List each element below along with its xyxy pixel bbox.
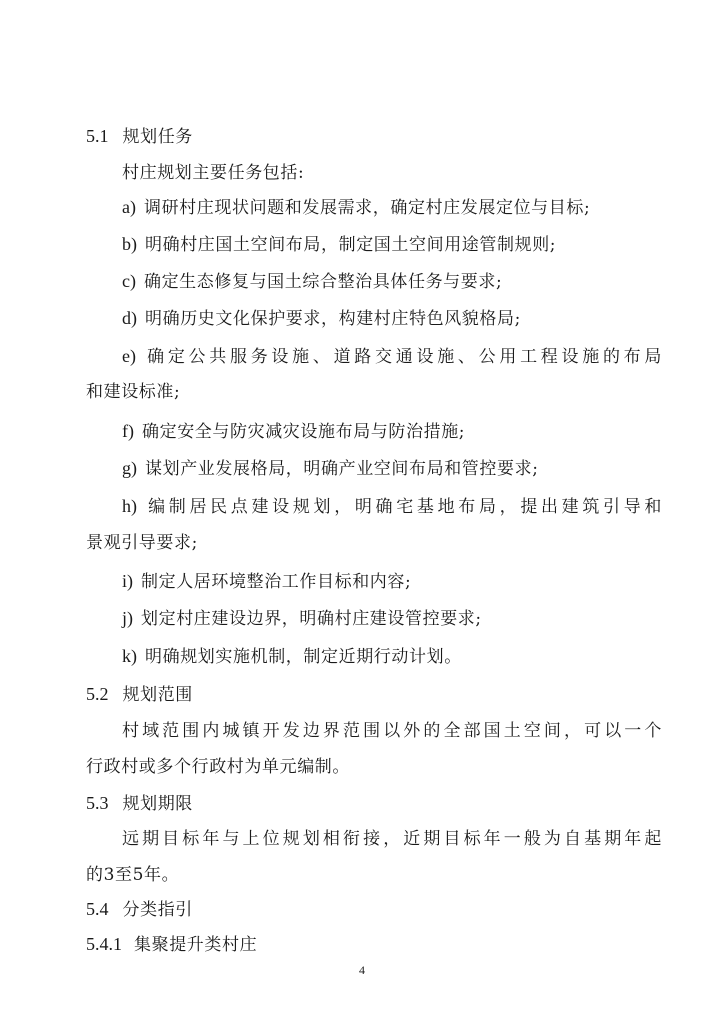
list-item-d [122, 307, 662, 330]
list-item-text: 划定村庄建设边界，明确村庄建设管控要求; [141, 609, 482, 629]
list-item-tag: e) [122, 346, 136, 366]
list-item-tag: j) [122, 608, 133, 628]
list-item-text: 谋划产业发展格局，明确产业空间布局和管控要求; [145, 459, 539, 479]
list-item-tag: a) [122, 197, 136, 217]
list-item-text: 明确历史文化保护要求，构建村庄特色风貌格局; [145, 309, 521, 329]
list-item-e-continuation: 和建设标准; [86, 382, 181, 402]
list-item-b [122, 233, 662, 256]
section-number: 5.1 [86, 126, 109, 146]
list-item-text: 制定人居环境整治工作目标和内容; [141, 572, 412, 592]
list-item-i [122, 570, 662, 593]
section-number: 5.4.1 [86, 934, 122, 954]
section-title: 规划期限 [122, 794, 193, 814]
list-item-tag: k) [122, 646, 137, 666]
period-paragraph-line-1: 远期目标年与上位规划相衔接，近期目标年一般为自基期年起 [122, 829, 662, 849]
list-item-j [122, 607, 662, 630]
list-item-tag: i) [122, 571, 133, 591]
list-item-h-continuation: 景观引导要求; [86, 533, 198, 553]
list-item-text: 明确规划实施机制，制定近期行动计划。 [145, 647, 462, 667]
section-heading-5-2 [86, 683, 662, 706]
list-item-tag: f) [122, 421, 134, 441]
scope-paragraph-line-1: 村域范围内城镇开发边界范围以外的全部国土空间，可以一个 [122, 721, 662, 741]
intro-paragraph: 村庄规划主要任务包括: [122, 163, 305, 183]
list-item-tag: b) [122, 234, 137, 254]
period-paragraph-line-2: 的3至5年。 [86, 865, 180, 885]
section-number: 5.4 [86, 899, 109, 919]
section-number: 5.3 [86, 793, 109, 813]
section-heading-5-3 [86, 792, 662, 815]
list-item-tag: c) [122, 271, 136, 291]
list-item-text: 确定公共服务设施、道路交通设施、公用工程设施的布局 [143, 347, 662, 367]
list-item-tag: h) [122, 496, 137, 516]
page-number: 4 [359, 963, 365, 977]
section-number: 5.2 [86, 684, 109, 704]
list-item-a [122, 196, 662, 219]
list-item-f [122, 420, 662, 443]
scope-paragraph-line-2: 行政村或多个行政村为单元编制。 [86, 757, 350, 777]
list-item-text: 确定生态修复与国土综合整治具体任务与要求; [143, 272, 503, 292]
list-item-e [122, 345, 662, 368]
list-item-tag: d) [122, 308, 137, 328]
section-heading-5-1 [86, 125, 662, 148]
section-title: 规划任务 [122, 127, 193, 147]
list-item-k [122, 645, 662, 668]
section-title: 规划范围 [122, 685, 193, 705]
list-item-text: 明确村庄国土空间布局，制定国土空间用途管制规则; [145, 235, 557, 255]
list-item-tag: g) [122, 458, 137, 478]
list-item-h [122, 495, 662, 518]
list-item-text: 编制居民点建设规划，明确宅基地布局，提出建筑引导和 [145, 497, 662, 517]
list-item-c [122, 270, 662, 293]
list-item-text: 确定安全与防灾减灾设施布局与防治措施; [142, 422, 466, 442]
section-title: 分类指引 [122, 900, 193, 920]
section-heading-5-4-1 [86, 933, 662, 956]
section-title: 集聚提升类村庄 [134, 935, 258, 955]
section-heading-5-4 [86, 898, 662, 921]
list-item-text: 调研村庄现状问题和发展需求，确定村庄发展定位与目标; [143, 198, 591, 218]
list-item-g [122, 457, 662, 480]
